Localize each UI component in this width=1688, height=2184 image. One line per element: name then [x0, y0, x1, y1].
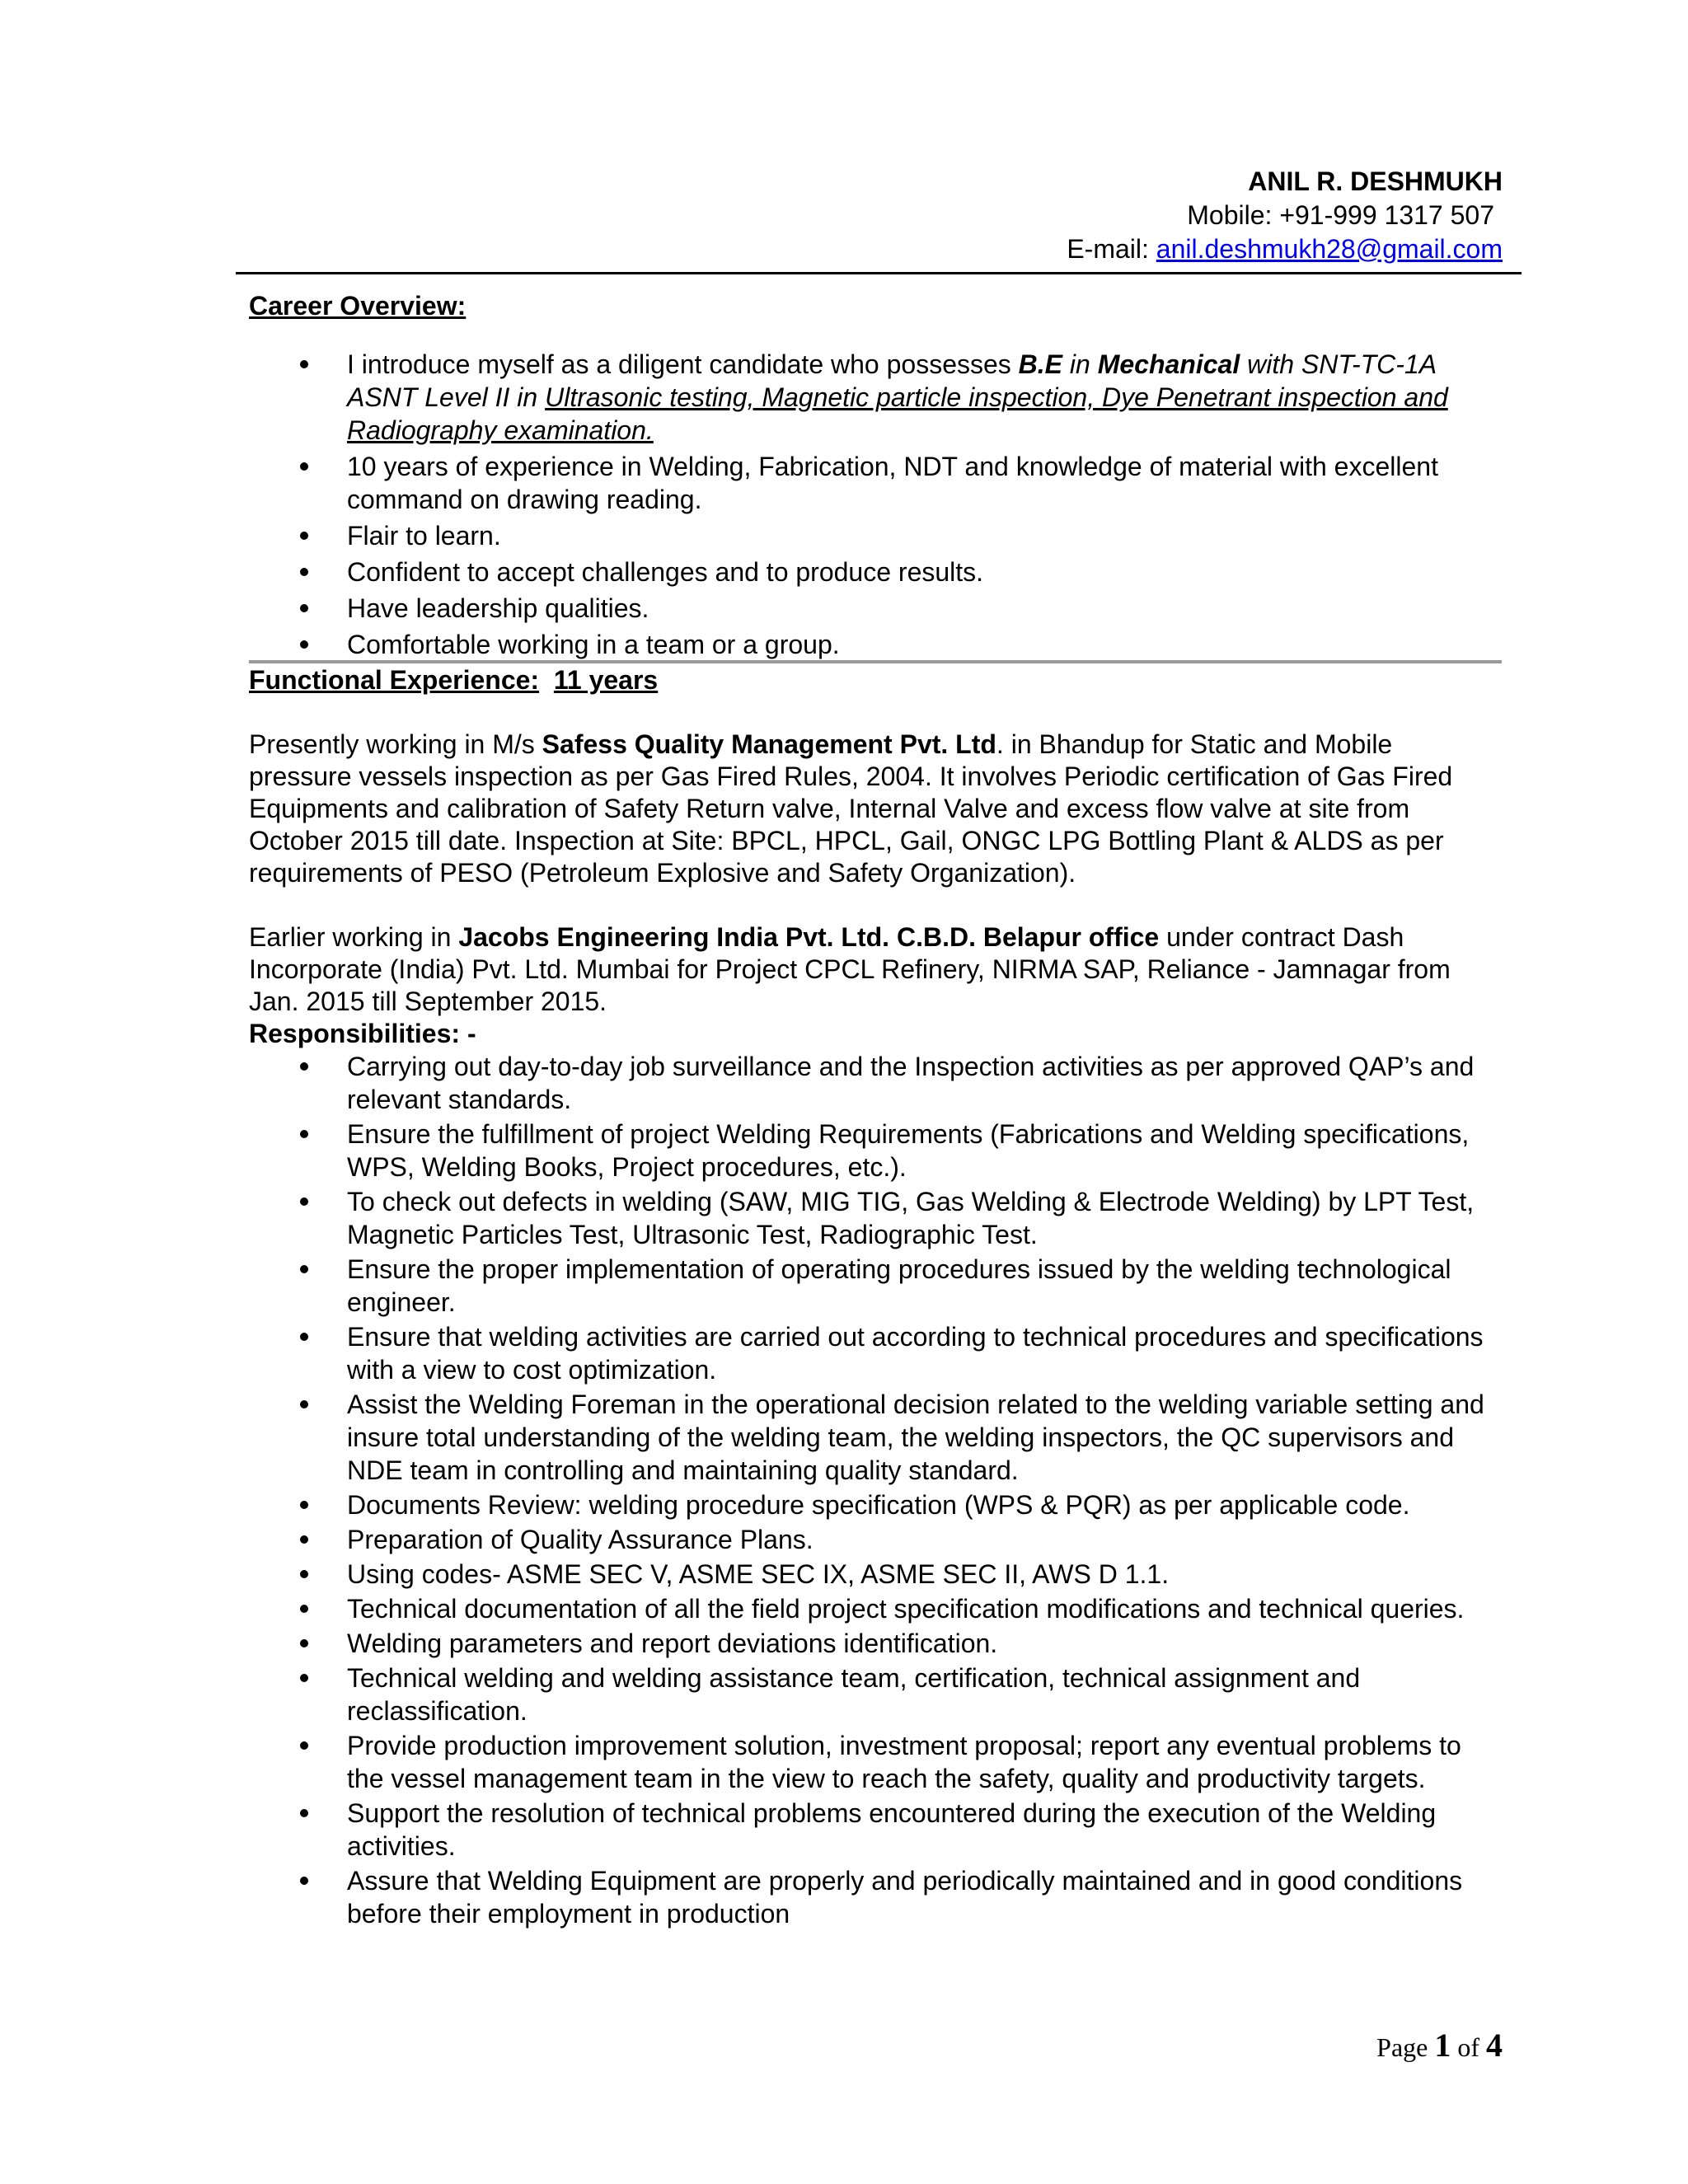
- list-item: [249, 1627, 1502, 1660]
- list-item: [249, 592, 1502, 625]
- text-span: under contract Dash Incorporate (India) Pvt. Ltd. Mumbai for Project CPCL Refinery, NIRMA SAP, Reliance - Jamnagar from Jan. 2015 till September 2015.: [249, 922, 1451, 1016]
- list-item-text: Preparation of Quality Assurance Plans.: [347, 1525, 814, 1554]
- email-link[interactable]: anil.deshmukh28@gmail.com: [1156, 234, 1503, 264]
- list-item-text: Using codes- ASME SEC V, ASME SEC IX, ASME SEC II, AWS D 1.1.: [347, 1559, 1170, 1589]
- text-span: Presently working in M/s: [249, 729, 542, 759]
- bullet-icon: [300, 604, 308, 612]
- bullet-icon: [300, 640, 308, 649]
- list-item-text: Ensure the proper implementation of operating procedures issued by the welding technological engineer.: [347, 1254, 1451, 1317]
- header-divider: [236, 272, 1522, 274]
- list-item: [249, 348, 1502, 447]
- bullet-icon: [300, 1741, 308, 1750]
- list-item: [249, 1050, 1502, 1116]
- bullet-icon: [300, 360, 308, 368]
- bullet-icon: [300, 462, 308, 471]
- functional-experience-section: [249, 664, 1502, 1932]
- bullet-icon: [300, 1639, 308, 1647]
- bullet-icon: [300, 1265, 308, 1273]
- text-span: Earlier working in: [249, 922, 459, 952]
- employer-name: Jacobs Engineering India Pvt. Ltd. C.B.D. Belapur office: [458, 922, 1160, 952]
- list-item: [249, 1797, 1502, 1863]
- bullet-icon: [300, 532, 308, 540]
- bullet-icon: [300, 1535, 308, 1544]
- list-item-text: Assist the Welding Foreman in the operational decision related to the welding variable setting and insure total understanding of the welding team, the welding inspectors, the QC supervisors and NDE team in controlling and maintaining quality standard.: [347, 1390, 1484, 1485]
- list-item: [249, 1118, 1502, 1183]
- list-item: [249, 1320, 1502, 1386]
- list-item: [249, 519, 1502, 552]
- list-item-text: Ensure that welding activities are carried out according to technical procedures and specifications with a view to cost optimization.: [347, 1322, 1484, 1385]
- resume-header: [1067, 165, 1503, 266]
- list-item: [249, 1253, 1502, 1319]
- bullet-icon: [300, 1809, 308, 1817]
- text-span: with SNT-TC-1A ASNT Level II in: [347, 349, 1436, 412]
- list-item-text: Ensure the fulfillment of project Welding Requirements (Fabrications and Welding specifications, WPS, Welding Books, Project procedures, etc.).: [347, 1119, 1470, 1182]
- functional-experience-heading: Functional Experience:: [249, 665, 540, 695]
- bullet-icon: [300, 568, 308, 576]
- list-item-text: Welding parameters and report deviations identification.: [347, 1629, 998, 1658]
- list-item: [249, 1185, 1502, 1251]
- list-item-text: Provide production improvement solution, investment proposal; report any eventual problems to the vessel management team in the view to reach the safety, quality and productivity targets.: [347, 1731, 1461, 1793]
- bullet-icon: [300, 1400, 308, 1408]
- list-item-text: Technical welding and welding assistance team, certification, technical assignment and reclassification.: [347, 1663, 1361, 1726]
- list-item-text: Confident to accept challenges and to produce results.: [347, 557, 984, 587]
- bullet-icon: [300, 1130, 308, 1138]
- list-item-text: Flair to learn.: [347, 521, 501, 551]
- career-overview-heading: Career Overview:: [249, 291, 467, 321]
- career-overview-list: [249, 348, 1502, 661]
- list-item: [249, 1488, 1502, 1521]
- branch-text: Mechanical: [1097, 349, 1240, 379]
- responsibilities-list: [249, 1050, 1502, 1930]
- candidate-name: ANIL R. DESHMUKH: [1248, 166, 1503, 196]
- list-item: [249, 1592, 1502, 1625]
- list-item-text: Documents Review: welding procedure specification (WPS & PQR) as per applicable code.: [347, 1490, 1410, 1520]
- mobile-number: Mobile: +91-999 1317 507: [1187, 200, 1494, 230]
- footer-text: of: [1451, 2032, 1486, 2062]
- list-item: [249, 1388, 1502, 1487]
- bullet-icon: [300, 1674, 308, 1682]
- list-item-text: Have leadership qualities.: [347, 593, 649, 623]
- list-item-text: 10 years of experience in Welding, Fabrication, NDT and knowledge of material with excellent command on drawing reading.: [347, 452, 1438, 514]
- bullet-icon: [300, 1605, 308, 1613]
- page-footer: [1376, 2026, 1503, 2064]
- email-label: E-mail:: [1067, 234, 1156, 264]
- bullet-icon: [300, 1501, 308, 1509]
- text-span: . in Bhandup for Static and Mobile pressure vessels inspection as per Gas Fired Rules, 2004. It involves Periodic certification of Gas Fired Equipments and calibration of Safety Return valve, Internal Valve and excess flow valve at site from October 2015 till date. Inspection at Site: BPCL, HPCL, Gail, ONGC LPG Bottling Plant & ALDS as per requirements of PESO (Petroleum Explosive and Safety Organization).: [249, 729, 1453, 888]
- ndt-methods-text: Ultrasonic testing, Magnetic particle inspection, Dye Penetrant inspection and Radiography examination.: [347, 382, 1448, 445]
- list-item: [249, 1523, 1502, 1556]
- list-item-text: To check out defects in welding (SAW, MIG TIG, Gas Welding & Electrode Welding) by LPT Test, Magnetic Particles Test, Ultrasonic Test, Radiographic Test.: [347, 1187, 1475, 1249]
- degree-text: B.E: [1018, 349, 1063, 379]
- career-overview-section: [249, 290, 1502, 664]
- page-total: 4: [1486, 2027, 1503, 2064]
- list-item-text: Carrying out day-to-day job surveillance and the Inspection activities as per approved QAP’s and relevant standards.: [347, 1052, 1475, 1114]
- page-number: 1: [1434, 2027, 1451, 2064]
- list-item: [249, 1729, 1502, 1795]
- text-span: I introduce myself as a diligent candidate who possesses: [347, 349, 1019, 379]
- bullet-icon: [300, 1570, 308, 1578]
- responsibilities-heading: Responsibilities: -: [249, 1019, 476, 1048]
- current-employment-paragraph: [249, 729, 1502, 889]
- footer-text: Page: [1376, 2032, 1435, 2062]
- bullet-icon: [300, 1197, 308, 1206]
- bullet-icon: [300, 1062, 308, 1071]
- list-item: [249, 450, 1502, 516]
- list-item: [249, 1864, 1502, 1930]
- list-item-text: Technical documentation of all the field project specification modifications and technical queries.: [347, 1594, 1465, 1624]
- bullet-icon: [300, 1333, 308, 1341]
- email-line: [1067, 232, 1503, 266]
- employer-name: Safess Quality Management Pvt. Ltd: [542, 729, 996, 759]
- list-item: [249, 1558, 1502, 1591]
- list-item-text: Assure that Welding Equipment are properly and periodically maintained and in good conditions before their employment in production: [347, 1866, 1463, 1929]
- text-span: in: [1062, 349, 1098, 379]
- section-divider: [249, 660, 1502, 663]
- functional-experience-heading-row: [249, 664, 1502, 696]
- list-item: [249, 555, 1502, 588]
- list-item: [249, 628, 1502, 661]
- experience-years: 11 years: [553, 665, 659, 695]
- bullet-icon: [300, 1877, 308, 1885]
- list-item: [249, 1661, 1502, 1727]
- list-item-text: Support the resolution of technical problems encountered during the execution of the Welding activities.: [347, 1798, 1437, 1861]
- previous-employment-paragraph: [249, 921, 1502, 1018]
- list-item-text: Comfortable working in a team or a group.: [347, 630, 840, 659]
